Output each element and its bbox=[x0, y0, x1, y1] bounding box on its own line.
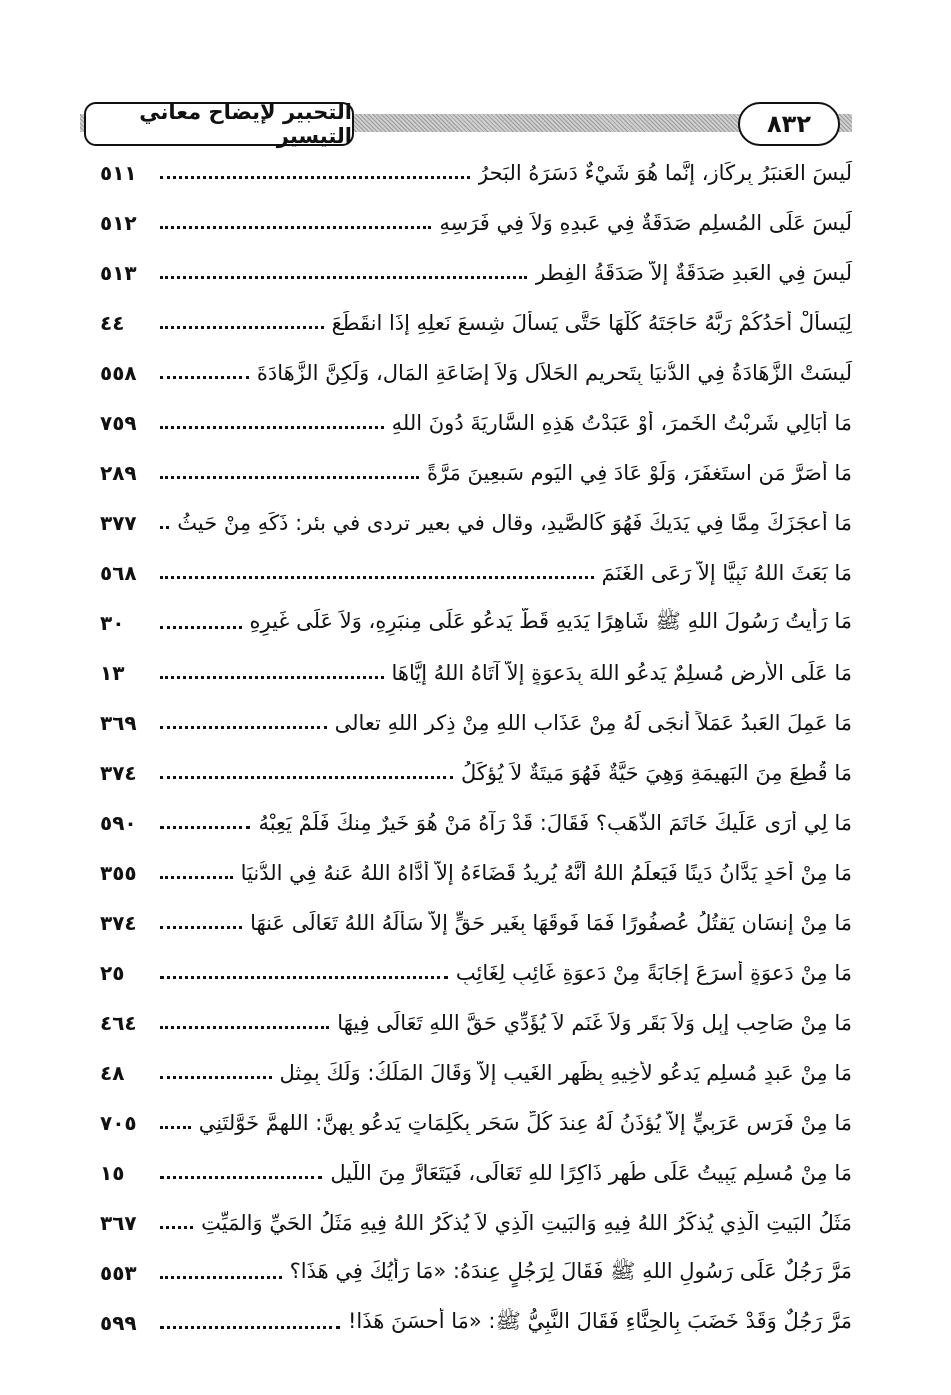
leader-dots bbox=[160, 1326, 340, 1329]
entry-text: مَثَلُ البَيتِ الَّذِي يُذكَرُ اللهُ فِيهِ وَالبَيتِ الَّذِي لاَ يُذكَرُ اللهُ فِيهِ مَثَلُ الحَيِّ وَالمَيِّتِ bbox=[201, 1211, 852, 1235]
entry-text: مَا مِنْ دَعوَةٍ أَسرَعَ إِجَابَةً مِنْ دَعوَةِ غَائِبٍ لِغَائِبٍ bbox=[455, 961, 852, 985]
leader-dots bbox=[160, 1176, 322, 1179]
entry-text: مَا رَأَيتُ رَسُولَ اللهِ ﷺ شَاهِرًا يَدَيهِ قَطُّ يَدعُو عَلَى مِنبَرِهِ، وَلاَ عَلَى غَيرِهِ bbox=[249, 608, 852, 633]
entry-text: لِيَسأَلْ أَحَدُكُمْ رَبَّهُ حَاجَتَهُ كُلَّهَا حَتَّى يَسأَلَ شِسعَ نَعلِهِ إِذَا انقَطَعَ bbox=[331, 311, 852, 335]
entry-text: مَا مِنْ أَحَدٍ يَدَّانُ دَينًا فَيَعلَمُ اللهُ أَنَّهُ يُرِيدُ قَضَاءَهُ إِلاَّ أَدَّاهُ اللهُ عَنهُ فِي الدُّنيَا bbox=[240, 861, 852, 885]
entry-text: مَا مِنْ صَاحِبِ إِبِلٍ وَلاَ بَقَرٍ وَلاَ غَنَمٍ لاَ يُؤَدِّي حَقَّ اللهِ تَعَالَى فِيهَا bbox=[337, 1011, 852, 1035]
entry-text: مَا مِنْ إِنسَانٍ يَقتُلُ عُصفُورًا فَمَا فَوقَهَا بِغَيرِ حَقٍّ إِلاَّ سَأَلَهُ اللهُ تَعَالَى عَنهَا bbox=[250, 911, 852, 935]
leader-dots bbox=[160, 626, 242, 629]
index-entry bbox=[100, 798, 852, 848]
leader-dots bbox=[160, 826, 250, 829]
index-entry bbox=[100, 598, 852, 648]
leader-dots bbox=[160, 926, 242, 929]
entry-page: ٤٨ bbox=[100, 1061, 125, 1085]
entry-page: ٣٥٥ bbox=[100, 861, 137, 885]
entry-page: ٥٥٣ bbox=[100, 1261, 137, 1285]
index-entry bbox=[100, 298, 852, 348]
index-entry bbox=[100, 748, 852, 798]
entry-text: مَا مِنْ مُسلِمٍ يَبِيتُ عَلَى طُهرٍ ذَاكِرًا للهِ تَعَالَى، فَيَتَعَارَّ مِنَ اللَّيلِ bbox=[330, 1161, 852, 1185]
entry-page: ٥٥٨ bbox=[100, 361, 137, 385]
leader-dots bbox=[160, 976, 448, 979]
entry-page: ١٣ bbox=[100, 661, 125, 685]
index-entry bbox=[100, 648, 852, 698]
entry-page: ٣٦٩ bbox=[100, 711, 137, 735]
entry-page: ٥١٣ bbox=[100, 261, 137, 285]
entry-text: لَيسَ عَلَى المُسلِمِ صَدَقَةٌ فِي عَبدِهِ وَلاَ فِي فَرَسِهِ bbox=[439, 211, 852, 235]
index-entry bbox=[100, 1098, 852, 1148]
index-entry bbox=[100, 398, 852, 448]
entry-page: ٣٦٧ bbox=[100, 1211, 137, 1235]
entry-page: ٥٦٨ bbox=[100, 561, 137, 585]
entry-page: ٤٦٤ bbox=[100, 1011, 137, 1035]
entry-text: مَا قُطِعَ مِنَ البَهِيمَةِ وَهِيَ حَيَّةٌ فَهُوَ مَيتَةٌ لاَ يُؤكَلُ bbox=[460, 761, 852, 785]
leader-dots bbox=[160, 426, 384, 429]
leader-dots bbox=[160, 1276, 282, 1279]
leader-dots bbox=[160, 326, 324, 329]
entry-page: ٢٥ bbox=[100, 961, 125, 985]
entry-page: ١٥ bbox=[100, 1161, 125, 1185]
entry-text: مَا مِنْ عَبدٍ مُسلِمٍ يَدعُو لأَخِيهِ بِظَهرِ الغَيبِ إِلاَّ وَقَالَ المَلَكُ: وَلَكَ بِمِثلٍ bbox=[279, 1061, 852, 1085]
index-entry bbox=[100, 948, 852, 998]
index-entry bbox=[100, 248, 852, 298]
leader-dots bbox=[160, 526, 169, 529]
entry-page: ٣٧٧ bbox=[100, 511, 137, 535]
entry-text: مَا أُبَالِي شَرِبْتُ الخَمرَ، أَوْ عَبَدْتُ هَذِهِ السَّارِيَةَ دُونَ اللهِ bbox=[391, 411, 852, 435]
index-entry bbox=[100, 848, 852, 898]
entry-page: ٣٧٤ bbox=[100, 911, 137, 935]
index-entry bbox=[100, 448, 852, 498]
leader-dots bbox=[160, 576, 594, 579]
entry-text: لَيسَ فِي العَبدِ صَدَقَةٌ إِلاَّ صَدَقَةُ الفِطرِ bbox=[535, 261, 852, 285]
entry-page: ٣٠ bbox=[100, 611, 125, 635]
entry-text: مَا لِي أَرَى عَلَيكَ خَاتَمَ الذَّهَبِ؟ فَقَالَ: قَدْ رَآهُ مَنْ هُوَ خَيرٌ مِنكَ فَلَمْ يَعِبْهُ bbox=[258, 811, 852, 835]
leader-dots bbox=[160, 726, 327, 729]
index-entry bbox=[100, 1148, 852, 1198]
leader-dots bbox=[160, 676, 384, 679]
entry-text: مَا عَلَى الأَرضِ مُسلِمٌ يَدعُو اللهَ بِدَعوَةٍ إِلاَّ آتَاهُ اللهُ إِيَّاهَا bbox=[391, 661, 852, 685]
page-header bbox=[80, 100, 852, 148]
entry-page: ٧٠٥ bbox=[100, 1111, 137, 1135]
index-list bbox=[100, 148, 852, 1348]
leader-dots bbox=[160, 1226, 193, 1229]
index-entry bbox=[100, 348, 852, 398]
entry-text: مَا أَصَرَّ مَنِ استَغفَرَ، وَلَوْ عَادَ فِي اليَومِ سَبعِينَ مَرَّةً bbox=[427, 461, 852, 485]
leader-dots bbox=[160, 376, 249, 379]
index-entry bbox=[100, 1298, 852, 1348]
leader-dots bbox=[160, 1126, 191, 1129]
entry-page: ٥٩٩ bbox=[100, 1311, 137, 1335]
entry-page: ٥٩٠ bbox=[100, 811, 137, 835]
entry-page: ٣٧٤ bbox=[100, 761, 137, 785]
entry-text: مَا مِنْ فَرَسٍ عَرَبِيٍّ إِلاَّ يُؤذَنُ لَهُ عِندَ كُلِّ سَحَرٍ بِكَلِمَاتٍ يَدعُو بِهِنَّ: اللهمَّ خَوَّلتَنِي bbox=[198, 1111, 852, 1135]
leader-dots bbox=[160, 1076, 272, 1079]
index-entry bbox=[100, 148, 852, 198]
entry-text: لَيسَتْ الزَّهَادَةُ فِي الدُّنيَا بِتَحرِيمِ الحَلاَلِ وَلاَ إِضَاعَةِ المَالِ، وَلَكِنَّ الزَّهَادَةَ bbox=[256, 361, 852, 385]
index-entry bbox=[100, 1198, 852, 1248]
leader-dots bbox=[160, 176, 470, 179]
entry-page: ٤٤ bbox=[100, 311, 125, 335]
entry-page: ٥١٢ bbox=[100, 211, 137, 235]
leader-dots bbox=[160, 776, 453, 779]
entry-text: مَرَّ رَجُلٌ وَقَدْ خَضَبَ بِالحِنَّاءِ فَقَالَ النَّبِيُّ ﷺ: «مَا أَحسَنَ هَذَا! bbox=[348, 1308, 852, 1333]
leader-dots bbox=[160, 476, 419, 479]
index-entry bbox=[100, 548, 852, 598]
entry-page: ٧٥٩ bbox=[100, 411, 137, 435]
page-number: ٨٣٢ bbox=[738, 102, 840, 146]
index-entry bbox=[100, 1248, 852, 1298]
leader-dots bbox=[160, 876, 233, 879]
entry-text: مَا عَمِلَ العَبدُ عَمَلاً أَنجَى لَهُ مِنْ عَذَابِ اللهِ مِنْ ذِكرِ اللهِ تعالى bbox=[334, 711, 852, 735]
index-entry bbox=[100, 698, 852, 748]
entry-text: مَا بَعَثَ اللهُ نَبِيًّا إِلاَّ رَعَى الغَنَمَ bbox=[601, 561, 852, 585]
index-entry bbox=[100, 498, 852, 548]
entry-page: ٢٨٩ bbox=[100, 461, 137, 485]
book-title: التحبير لإيضاح معاني التيسير bbox=[84, 102, 354, 146]
entry-text: مَرَّ رَجُلٌ عَلَى رَسُولِ اللهِ ﷺ فَقَالَ لِرَجُلٍ عِندَهُ: «مَا رَأيُكَ فِي هَذَا؟ bbox=[289, 1258, 852, 1283]
leader-dots bbox=[160, 1026, 329, 1029]
index-entry bbox=[100, 198, 852, 248]
entry-text: لَيسَ العَنبَرُ بِركَازٍ، إِنَّما هُوَ شَيْءٌ دَسَرَهُ البَحرُ bbox=[478, 161, 852, 185]
entry-page: ٥١١ bbox=[100, 161, 137, 185]
index-entry bbox=[100, 998, 852, 1048]
index-entry bbox=[100, 1048, 852, 1098]
index-entry bbox=[100, 898, 852, 948]
leader-dots bbox=[160, 226, 431, 229]
entry-text: مَا أَعجَزَكَ مِمَّا فِي يَدَيكَ فَهُوَ كَالصَّيدِ، وقال في بعير تردى في بئر: ذَكِّهِ مِنْ حَيثُ bbox=[177, 511, 852, 535]
leader-dots bbox=[160, 276, 527, 279]
